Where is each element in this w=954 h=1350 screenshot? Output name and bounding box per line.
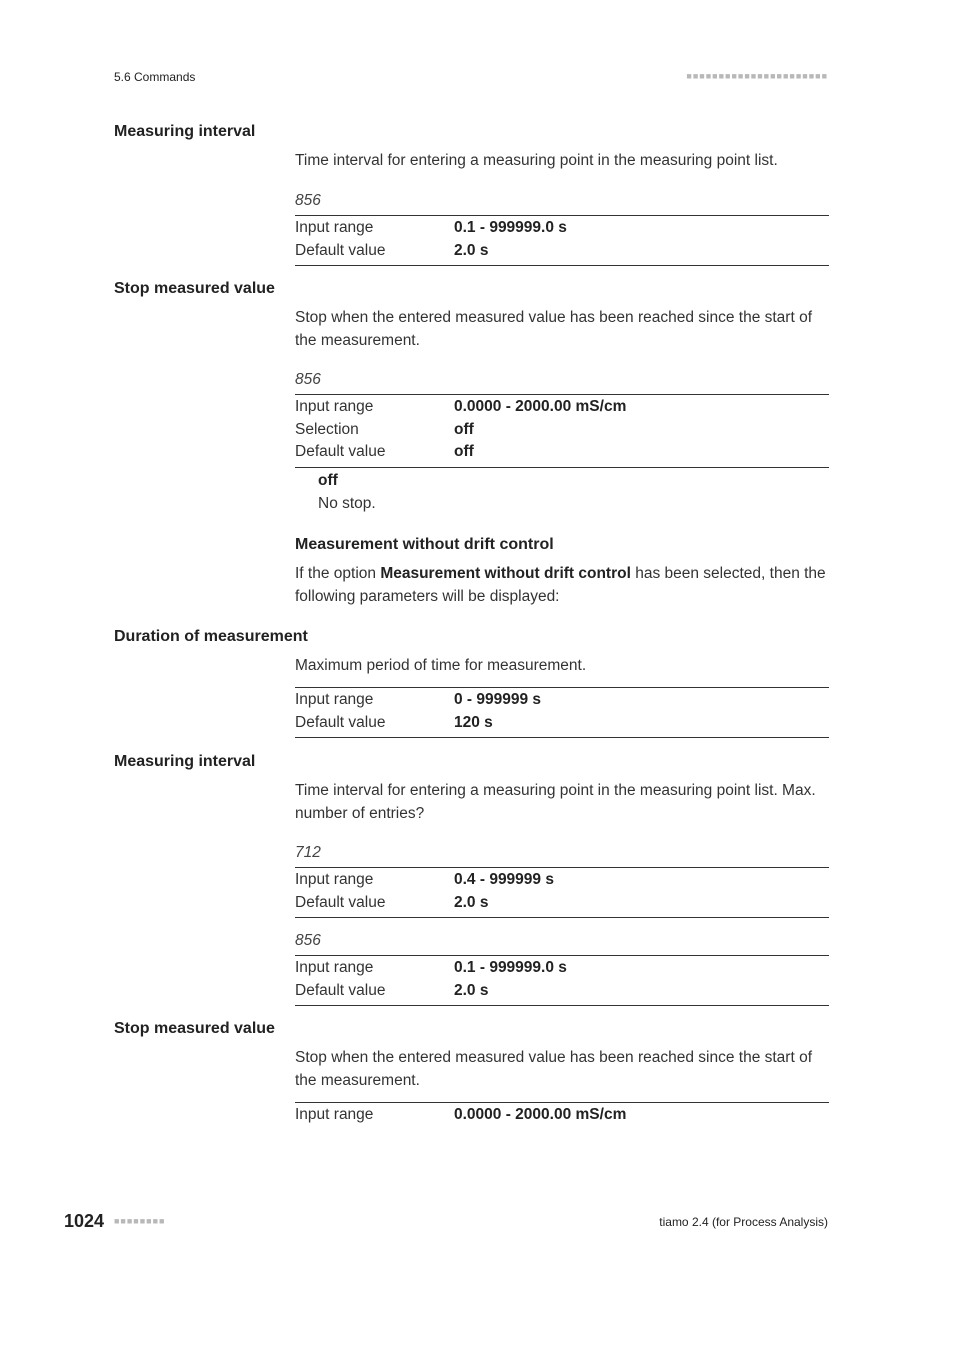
row-label: Default value — [295, 443, 386, 460]
row-label: Selection — [295, 420, 359, 438]
table-row — [295, 419, 829, 442]
heading-measuring-interval: Measuring interval — [114, 123, 256, 140]
row-label: Default value — [295, 981, 386, 999]
heading-duration-of-measurement: Duration of measurement — [114, 628, 308, 645]
device-label: 856 — [295, 371, 321, 388]
table-row — [295, 980, 829, 1003]
heading-stop-measured-value: Stop measured value — [114, 280, 275, 297]
table-row — [295, 1104, 829, 1127]
table-row — [295, 892, 829, 915]
row-label: Input range — [295, 959, 374, 976]
description: Stop when the entered measured value has been reached since the start of the measurement. — [295, 309, 813, 349]
row-label: Default value — [295, 713, 386, 731]
row-value: 0.1 - 999999.0 s — [454, 959, 567, 976]
table-row — [295, 396, 829, 419]
subheading-drift-control: Measurement without drift control — [295, 536, 554, 553]
header-dots: ■■■■■■■■■■■■■■■■■■■■■■ — [686, 71, 828, 81]
table-row — [295, 869, 829, 892]
table-row — [295, 689, 829, 712]
device-label: 712 — [295, 844, 321, 861]
row-label: Input range — [295, 1106, 374, 1123]
description: Stop when the entered measured value has been reached since the start of the measurement. — [295, 1049, 813, 1089]
description — [295, 562, 829, 608]
row-value: off — [454, 443, 474, 460]
table-row — [295, 712, 829, 735]
table-row — [295, 957, 829, 980]
section-title: 5.6 Commands — [114, 70, 196, 84]
row-value: 0.0000 - 2000.00 mS/cm — [454, 1106, 627, 1123]
heading-stop-measured-value: Stop measured value — [114, 1020, 275, 1037]
table-row — [295, 240, 829, 263]
row-label: Input range — [295, 219, 374, 236]
row-label: Input range — [295, 871, 374, 888]
parameter-table — [295, 955, 829, 1006]
row-label: Default value — [295, 241, 386, 259]
row-label: Input range — [295, 691, 374, 708]
text-part: If the option — [295, 565, 381, 582]
row-value: 0.4 - 999999 s — [454, 871, 554, 888]
row-value: 0.1 - 999999.0 s — [454, 219, 567, 236]
row-value: 0 - 999999 s — [454, 691, 542, 708]
table-row — [295, 217, 829, 240]
table-row — [295, 441, 829, 464]
row-value: 2.0 s — [454, 893, 489, 911]
description: Time interval for entering a measuring point in the measuring point list. Max. number of entries? — [295, 782, 816, 822]
text-part: has been selected, then the following parameters will be displayed: — [295, 565, 826, 605]
description: Maximum period of time for measurement. — [295, 657, 587, 674]
option-description: No stop. — [318, 495, 376, 512]
parameter-table — [295, 215, 829, 266]
parameter-table — [295, 687, 829, 738]
parameter-table — [295, 394, 829, 468]
row-value: 120 s — [454, 713, 493, 731]
footer-dots: ■■■■■■■■ — [114, 1216, 166, 1226]
parameter-table — [295, 867, 829, 918]
parameter-table — [295, 1102, 829, 1130]
description: Time interval for entering a measuring point in the measuring point list. — [295, 152, 778, 169]
row-value: 0.0000 - 2000.00 mS/cm — [454, 398, 627, 415]
option-name: off — [318, 472, 338, 489]
device-label: 856 — [295, 192, 321, 209]
heading-measuring-interval: Measuring interval — [114, 753, 256, 770]
bold-term: Measurement without drift control — [380, 565, 631, 582]
row-label: Default value — [295, 893, 386, 911]
product-name: tiamo 2.4 (for Process Analysis) — [659, 1215, 828, 1229]
row-value: off — [454, 420, 474, 438]
row-value: 2.0 s — [454, 981, 489, 999]
row-value: 2.0 s — [454, 241, 489, 259]
page-number: 1024 — [64, 1211, 105, 1231]
device-label: 856 — [295, 932, 321, 949]
row-label: Input range — [295, 398, 374, 415]
